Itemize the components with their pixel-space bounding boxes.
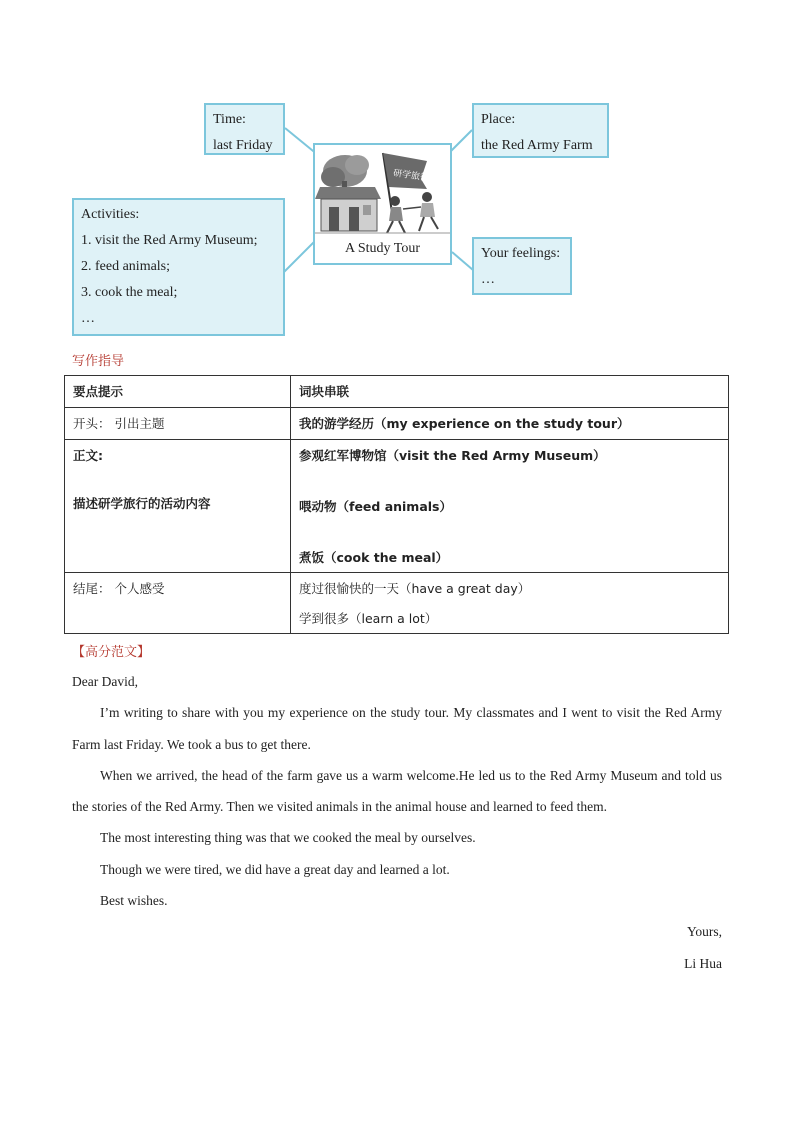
essay-closing: Yours,	[686, 924, 722, 940]
study-tour-title: A Study Tour	[345, 241, 420, 256]
phrase-cook: 煮饭（cook the meal）	[299, 550, 449, 565]
guide-table	[64, 375, 729, 634]
table-row	[65, 573, 729, 634]
feelings-box	[472, 237, 572, 295]
feelings-label: Your feelings:	[481, 246, 561, 261]
essay-paragraph: When we arrived, the head of the farm gave us a warm welcome.He led us to the Red Army Museum and told us the stories of the Red Army. Then we visited animals in the animal house and learned to feed them.	[72, 767, 722, 815]
essay-salutation: Dear David,	[72, 674, 138, 689]
phrase-feed: 喂动物（feed animals）	[299, 499, 452, 514]
row-opening-left: 开头： 引出主题	[65, 408, 291, 440]
essay-signature: Li Hua	[684, 955, 722, 971]
header-points: 要点提示	[65, 376, 291, 408]
essay-paragraph: I’m writing to share with you my experience on the study tour. My classmates and I went to visit the Red Army Farm last Friday. We took a bus to get there.	[72, 705, 722, 752]
place-value: the Red Army Farm	[481, 138, 593, 153]
essay-paragraph: The most interesting thing was that we cooked the meal by ourselves.	[100, 830, 476, 846]
row-body-right	[291, 440, 729, 573]
row-ending-left: 结尾： 个人感受	[65, 573, 291, 634]
flag-text: 研学旅行	[392, 168, 430, 184]
table-row	[65, 408, 729, 440]
time-label: Time:	[213, 112, 246, 127]
phrase-visit: 参观红军博物馆（visit the Red Army Museum）	[299, 448, 606, 463]
essay-title: 【高分范文】	[72, 645, 151, 660]
table-row	[65, 440, 729, 573]
time-value: last Friday	[213, 138, 273, 153]
row-body-left	[65, 440, 291, 573]
essay-paragraph: Best wishes.	[100, 893, 168, 909]
activities-box	[72, 198, 285, 336]
phrase-learn: 学到很多（learn a lot）	[299, 611, 438, 626]
activities-label: Activities:	[81, 207, 140, 222]
activity-item: 2. feed animals;	[81, 259, 171, 274]
body-label: 正文:	[73, 448, 103, 463]
row-opening-right: 我的游学经历（my experience on the study tour）	[291, 408, 729, 440]
body-desc: 描述研学旅行的活动内容	[73, 496, 211, 511]
model-essay	[72, 666, 722, 979]
row-ending-right	[291, 573, 729, 634]
activity-item: 3. cook the meal;	[81, 285, 178, 300]
phrase-great-day: 度过很愉快的一天（have a great day）	[299, 581, 531, 596]
study-tour-center-box	[313, 143, 452, 265]
activity-item: …	[81, 311, 95, 326]
time-box	[204, 103, 285, 155]
header-chunks: 词块串联	[291, 376, 729, 408]
table-header-row	[65, 376, 729, 408]
guide-title: 写作指导	[72, 354, 125, 369]
place-label: Place:	[481, 112, 516, 127]
study-tour-illustration	[315, 147, 450, 239]
place-box	[472, 103, 609, 158]
feelings-value: …	[481, 272, 495, 287]
activity-item: 1. visit the Red Army Museum;	[81, 233, 258, 248]
essay-paragraph: Though we were tired, we did have a great day and learned a lot.	[100, 861, 450, 877]
